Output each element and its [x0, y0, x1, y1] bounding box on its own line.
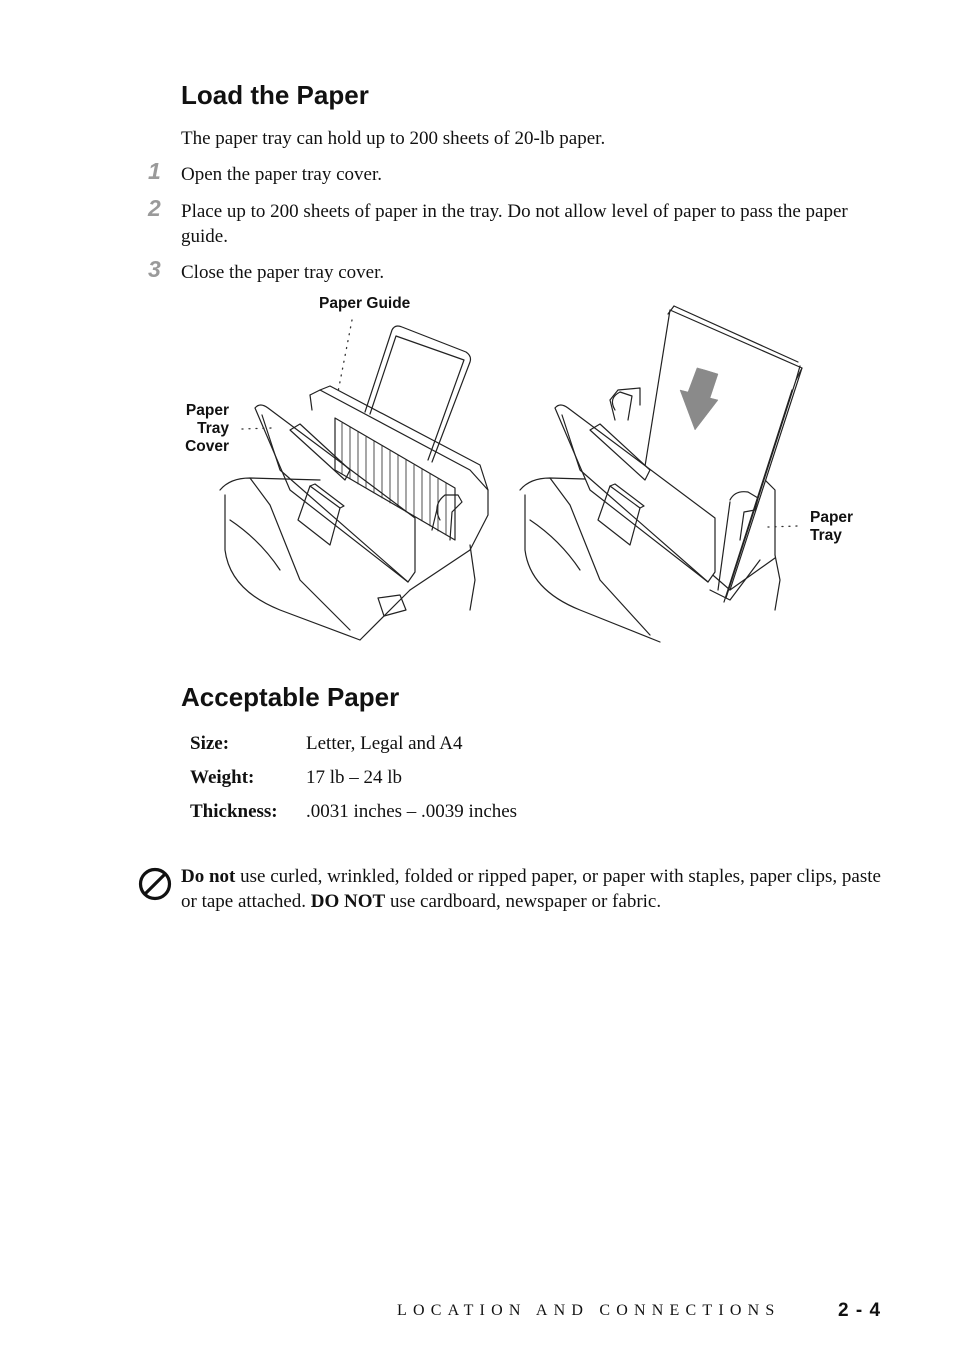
step-number-1: 1	[148, 158, 161, 184]
callout-paper-tray-cover-line2: Tray	[197, 420, 229, 437]
step-text-1: Open the paper tray cover.	[181, 164, 382, 185]
callout-paper-tray-line1: Paper	[810, 509, 854, 526]
step-number-3: 3	[148, 256, 161, 282]
section-heading-acceptable-paper: Acceptable Paper	[181, 682, 400, 712]
prohibited-icon	[137, 866, 173, 902]
step-text-2: Place up to 200 sheets of paper in the tray. Do not allow level of paper to pass the paper guide.	[181, 201, 848, 247]
left-machine-drawing	[220, 326, 488, 640]
warning-text-part1: use curled, wrinkled, folded or ripped paper, or paper with staples, paper clips, paste or tape attached.	[181, 866, 881, 912]
right-machine-drawing	[520, 306, 802, 642]
warning-bold-do-not-caps: DO NOT	[310, 891, 386, 912]
callout-paper-tray-cover-line1: Paper	[185, 402, 229, 419]
intro-text: The paper tray can hold up to 200 sheets of 20-lb paper.	[181, 128, 606, 149]
spec-value-weight: 17 lb – 24 lb	[306, 767, 403, 788]
paper-tray-illustration	[170, 290, 870, 660]
spec-value-size: Letter, Legal and A4	[306, 733, 463, 754]
spec-label-size: Size:	[190, 733, 230, 754]
step-text-3: Close the paper tray cover.	[181, 262, 385, 283]
spec-label-thickness: Thickness:	[190, 801, 278, 822]
warning-text	[181, 864, 881, 914]
warning-bold-do-not: Do not	[181, 866, 236, 887]
spec-label-weight: Weight:	[190, 767, 255, 788]
footer-page-number: 2 - 4	[838, 1300, 882, 1321]
callout-paper-tray-line2: Tray	[810, 527, 842, 544]
callout-paper-guide: Paper Guide	[319, 295, 411, 312]
callout-paper-tray-cover-line3: Cover	[185, 438, 229, 455]
callout-paper-tray-cover	[150, 402, 229, 456]
footer-section-title: LOCATION AND CONNECTIONS	[397, 1302, 781, 1319]
step-number-2: 2	[148, 195, 161, 221]
warning-text-part2: use cardboard, newspaper or fabric.	[385, 891, 662, 912]
spec-value-thickness: .0031 inches – .0039 inches	[306, 801, 518, 822]
callout-paper-tray	[810, 509, 853, 545]
section-heading-load-paper: Load the Paper	[181, 80, 369, 110]
